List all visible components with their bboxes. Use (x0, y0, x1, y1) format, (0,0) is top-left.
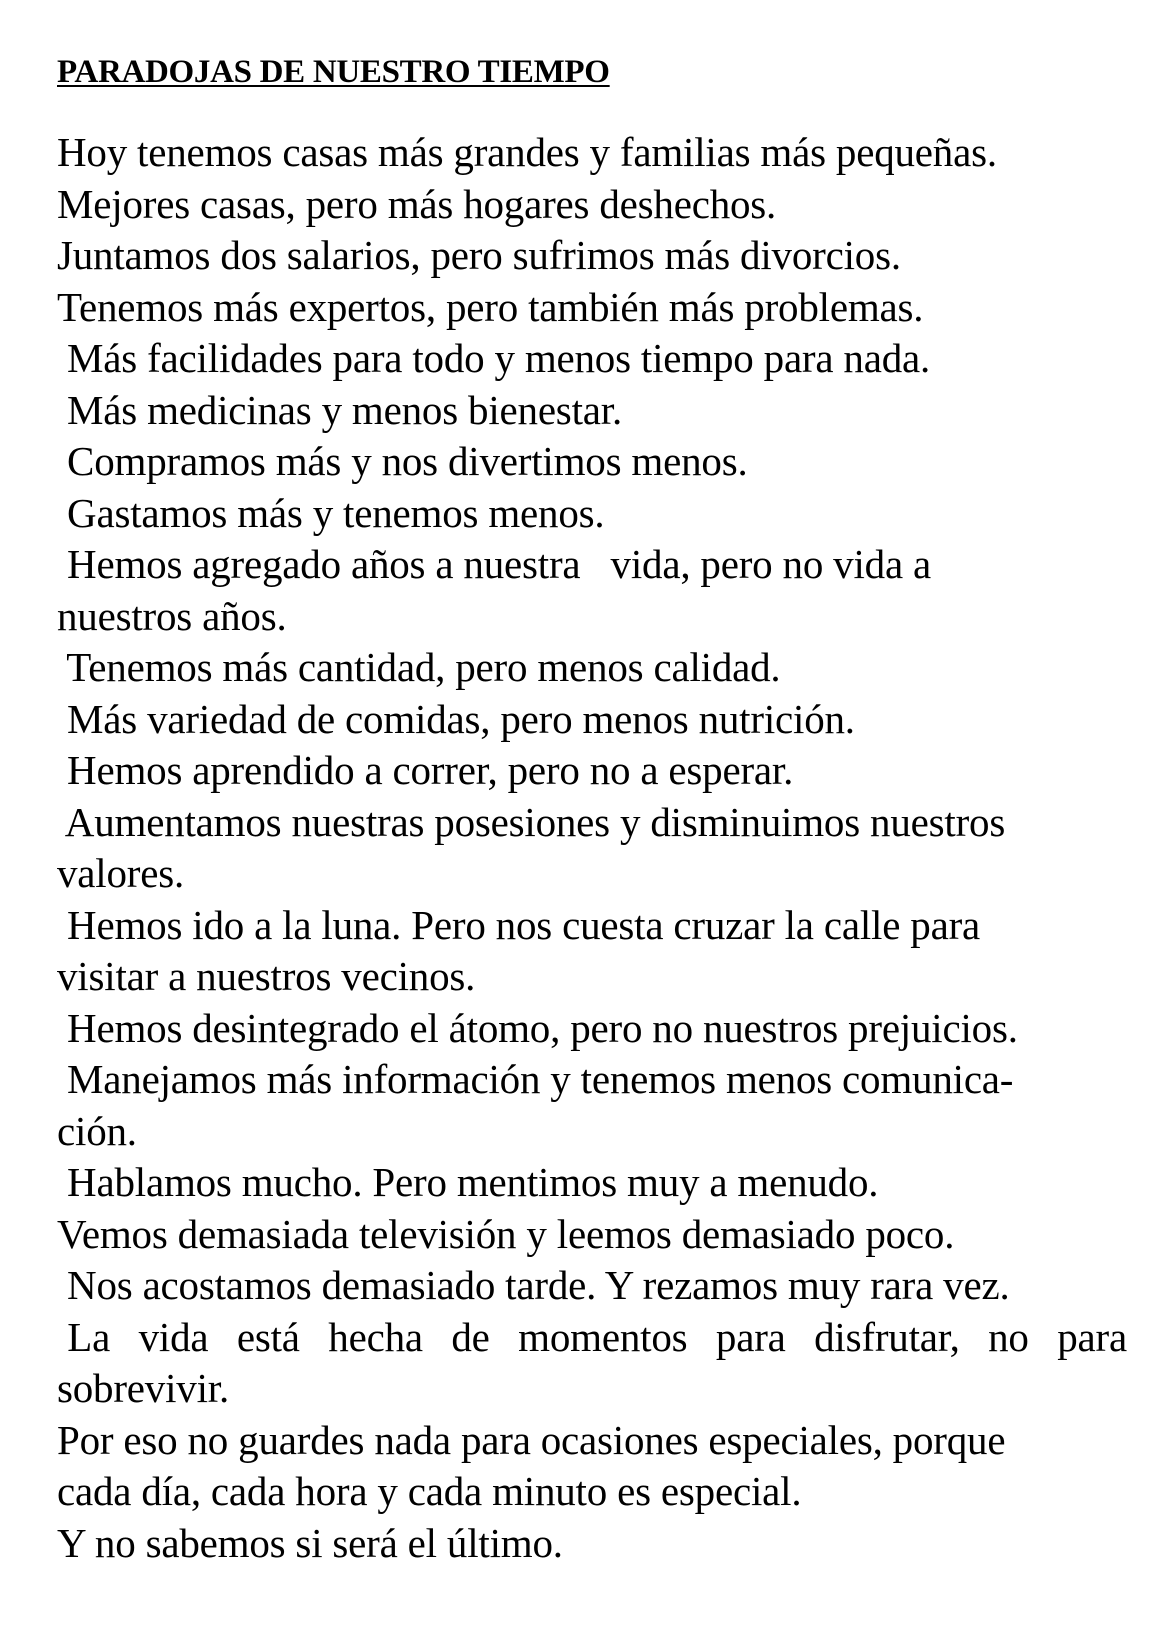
word: vida (138, 1313, 209, 1360)
text-line: Nos acostamos demasiado tarde. Y rezamos muy rara vez. (57, 1262, 1010, 1308)
text-line: Por eso no guardes nada para ocasiones especiales, porque (57, 1416, 1006, 1463)
text-line: Juntamos dos salarios, pero sufrimos más divorcios. (57, 232, 901, 278)
text-line: Gastamos más y tenemos menos. (57, 489, 605, 536)
page-title: PARADOJAS DE NUESTRO TIEMPO (57, 54, 610, 90)
text-line: Hemos ido a la luna. Pero nos cuesta cruzar la calle para (57, 901, 981, 948)
text-line: Mejores casas, pero más hogares deshechos. (57, 180, 777, 227)
text-line: Aumentamos nuestras posesiones y disminuimos nuestros (57, 798, 1006, 845)
text-line: nuestros años. (57, 592, 287, 639)
text-line: sobrevivir. (57, 1365, 230, 1411)
text-line: Más variedad de comidas, pero menos nutrición. (57, 695, 855, 742)
text-line: Y no sabemos si será el último. (57, 1519, 563, 1566)
text-line: Hablamos mucho. Pero mentimos muy a menudo. (57, 1159, 879, 1205)
document-page (57, 52, 1127, 1569)
word: para (1057, 1313, 1127, 1360)
text-line: visitar a nuestros vecinos. (57, 953, 476, 999)
text-line: Tenemos más cantidad, pero menos calidad. (57, 644, 781, 690)
text-line: ción. (57, 1107, 137, 1154)
word: hecha (328, 1313, 423, 1360)
word: está (236, 1313, 300, 1360)
text-line: Hoy tenemos casas más grandes y familias más pequeñas. (57, 129, 997, 175)
word: La (67, 1313, 111, 1360)
text-line: Hemos agregado años a nuestra vida, pero no vida a (57, 541, 932, 587)
word: para (715, 1313, 786, 1360)
text-line: Manejamos más información y tenemos menos comunica- (57, 1056, 1014, 1102)
text-line: Más medicinas y menos bienestar. (57, 386, 622, 433)
body-text (57, 127, 1127, 1569)
text-line-justified (57, 1312, 1127, 1364)
text-line: Más facilidades para todo y menos tiempo para nada. (57, 335, 931, 381)
word: disfrutar, (814, 1313, 960, 1360)
text-line: Compramos más y nos divertimos menos. (57, 438, 748, 484)
text-line: cada día, cada hora y cada minuto es especial. (57, 1468, 802, 1514)
text-line: Vemos demasiada televisión y leemos demasiado poco. (57, 1210, 955, 1257)
text-line: Hemos desintegrado el átomo, pero no nuestros prejuicios. (57, 1004, 1018, 1051)
word: no (988, 1313, 1029, 1360)
word: de (451, 1313, 490, 1360)
word: momentos (518, 1313, 688, 1360)
text-line: valores. (57, 850, 185, 896)
text-line: Tenemos más expertos, pero también más problemas. (57, 283, 924, 330)
text-line: Hemos aprendido a correr, pero no a esperar. (57, 747, 794, 793)
